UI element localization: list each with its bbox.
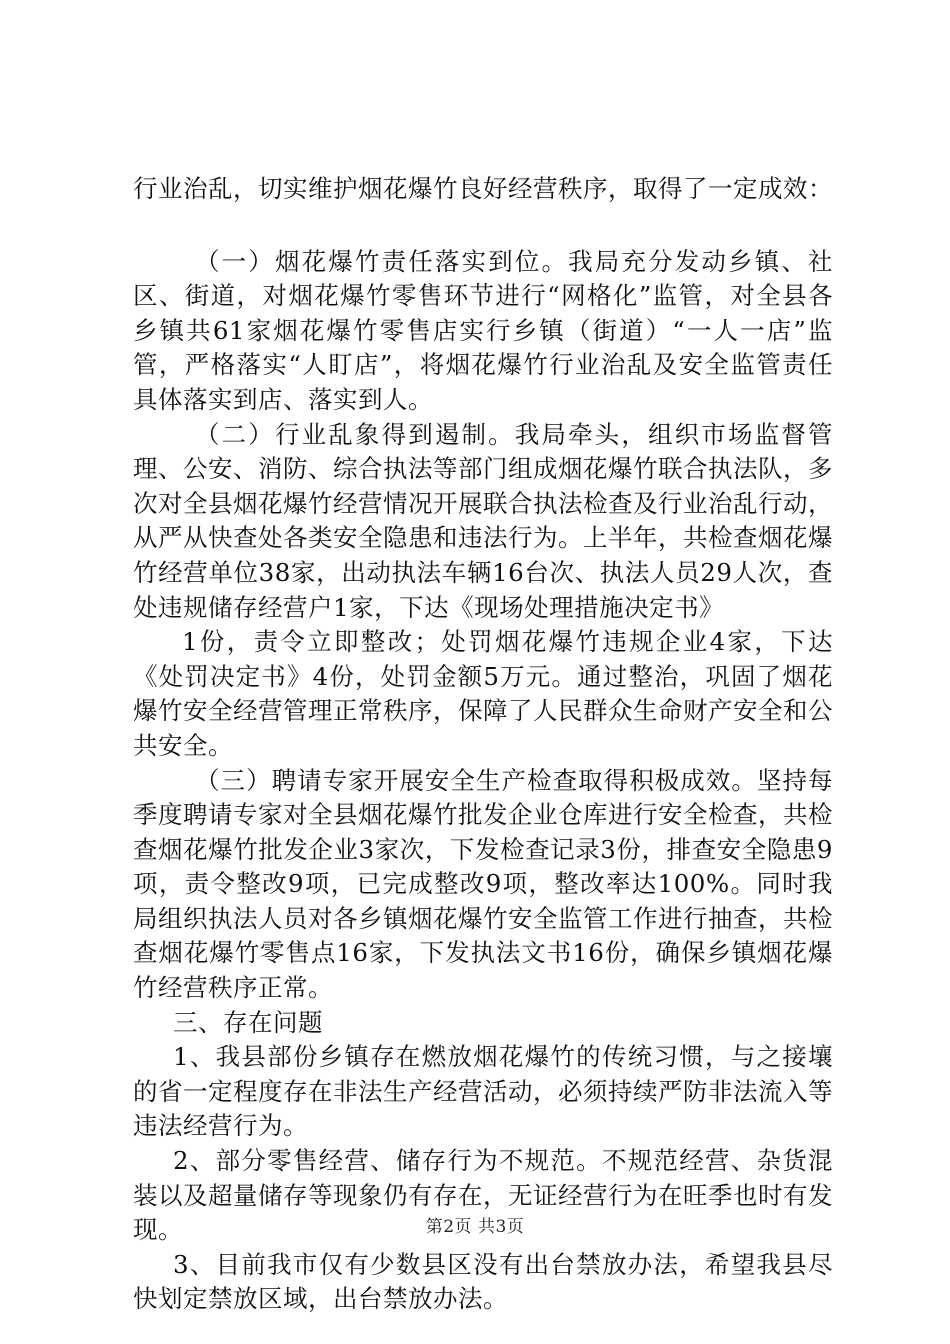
paragraph-problem-1: 1、我县部份乡镇存在燃放烟花爆竹的传统习惯，与之接壤的省一定程度存在非法生产经营活动，必须持续严防非法流入等违法经营行为。 <box>133 1042 833 1141</box>
page-footer: 第2页 共3页 <box>425 1217 525 1237</box>
section-heading-problems: 三、存在问题 <box>173 1007 323 1037</box>
paragraph-problem-3: 3、目前我市仅有少数县区没有出台禁放办法，希望我县尽快划定禁放区域，出台禁放办法。 <box>133 1249 833 1314</box>
document-body <box>133 172 833 1317</box>
paragraph-section-2-cont: 1份，责令立即整改；处罚烟花爆竹违规企业4家，下达《处罚决定书》4份，处罚金额5万元。通过整治，巩固了烟花爆竹安全经营管理正常秩序，保障了人民群众生命财产安全和公共安全。 <box>133 627 833 760</box>
paragraph-continuation: 行业治乱，切实维护烟花爆竹良好经营秩序，取得了一定成效： <box>133 174 833 203</box>
paragraph-section-3: （三）聘请专家开展安全生产检查取得积极成效。坚持每季度聘请专家对全县烟花爆竹批发企业仓库进行安全检查，共检查烟花爆竹批发企业3家次，下发检查记录3份，排查安全隐患9项，责令整改9项，已完成整改9项，整改率达100%。同时我局组织执法人员对各乡镇烟花爆竹安全监管工作进行抽查，共检查烟花爆竹零售点16家，下发执法文书16份，确保乡镇烟花爆竹经营秩序正常。 <box>133 765 833 1003</box>
paragraph-problem-2: 2、部分零售经营、储存行为不规范。不规范经营、杂货混装以及超量储存等现象仍有存在，无证经营行为在旺季也时有发现。 <box>133 1146 833 1245</box>
paragraph-section-1: （一）烟花爆竹责任落实到位。我局充分发动乡镇、社区、街道，对烟花爆竹零售环节进行“网格化”监管，对全县各乡镇共61家烟花爆竹零售店实行乡镇（街道）“一人一店”监管，严格落实“人盯店”，将烟花爆竹行业治乱及安全监管责任具体落实到店、落实到人。 <box>133 246 833 414</box>
paragraph-gap <box>133 207 833 245</box>
paragraph-section-2: （二）行业乱象得到遏制。我局牵头，组织市场监督管理、公安、消防、综合执法等部门组成烟花爆竹联合执法队，多次对全县烟花爆竹经营情况开展联合执法检查及行业治乱行动，从严从快查处各类安全隐患和违法行为。上半年，共检查烟花爆竹经营单位38家，出动执法车辆16台次、执法人员29人次，查处违规储存经营户1家，下达《现场处理措施决定书》 <box>133 419 833 622</box>
